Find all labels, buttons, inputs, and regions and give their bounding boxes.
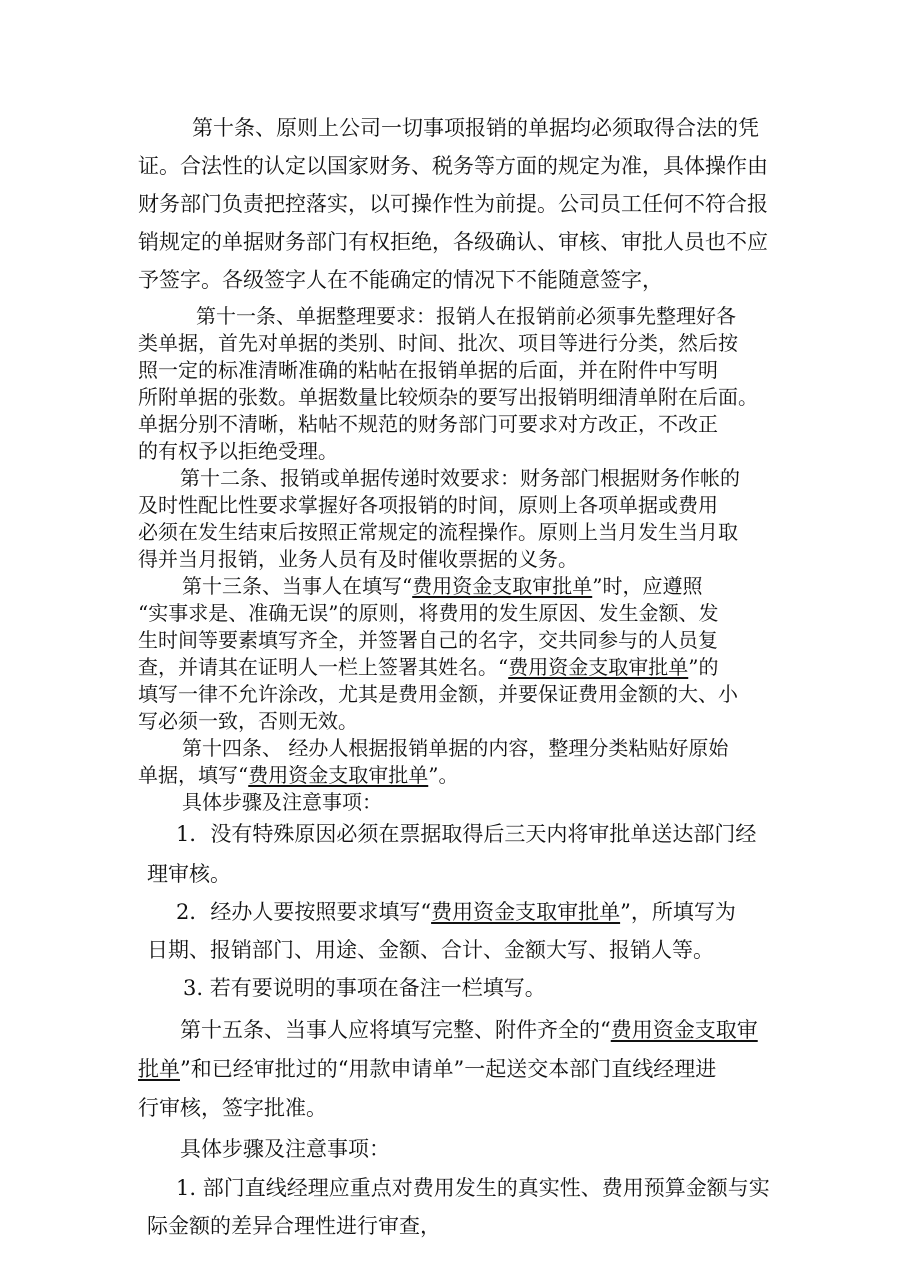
- article-14-text: 单据，填写“: [138, 763, 249, 787]
- article-14-steps-heading: 具体步骤及注意事项：: [182, 790, 382, 814]
- article-14-step-2-line-1: [176, 900, 736, 925]
- article-15-text: 第十五条、当事人应将填写完整、附件齐全的“: [180, 1018, 611, 1042]
- article-11-line-2: 类单据，首先对单据的类别、时间、批次、项目等进行分类，然后按: [138, 331, 738, 355]
- article-10-line-4: 销规定的单据财务部门有权拒绝，各级确认、审核、审批人员也不应: [138, 230, 768, 254]
- article-13-text: 查，并请其在证明人一栏上签署其姓名。“: [138, 655, 509, 679]
- article-14-text: 2．经办人要按照要求填写“: [176, 900, 432, 924]
- article-13-line-1: [182, 574, 702, 598]
- article-14-line-2: [138, 763, 458, 787]
- article-10-line-3: 财务部门负责把控落实，以可操作性为前提。公司员工任何不符合报: [138, 192, 768, 216]
- article-14-step-3: 3. 若有要说明的事项在备注一栏填写。: [183, 976, 546, 1000]
- article-13-line-3: 生时间等要素填写齐全，并签署自己的名字，交共同参与的人员复: [138, 628, 718, 652]
- article-15-line-3: 行审核，签字批准。: [138, 1096, 327, 1120]
- article-14-line-1: 第十四条、 经办人根据报销单据的内容，整理分类粘贴好原始: [182, 736, 729, 760]
- article-12-line-1: 第十二条、报销或单据传递时效要求：财务部门根据财务作帐的: [180, 466, 740, 490]
- article-10-line-1: 第十条、原则上公司一切事项报销的单据均必须取得合法的凭: [192, 116, 759, 140]
- article-13-text: ”时，应遵照: [592, 574, 703, 598]
- article-15-text: ”和已经审批过的“用款申请单”一起送交本部门直线经理进: [180, 1057, 717, 1081]
- article-14-text: ”，所填写为: [620, 900, 736, 924]
- article-15-step-1-line-2: 际金额的差异合理性进行审查，: [147, 1214, 441, 1238]
- article-13-line-5: 填写一律不允许涂改，尤其是费用金额，并要保证费用金额的大、小: [138, 682, 738, 706]
- article-13-text: ”的: [688, 655, 719, 679]
- article-14-text: ”。: [428, 763, 459, 787]
- article-13-line-4: [138, 655, 718, 679]
- article-12-line-3: 必须在发生结束后按照正常规定的流程操作。原则上当月发生当月取: [138, 520, 738, 544]
- article-15-step-1-line-1: 1. 部门直线经理应重点对费用发生的真实性、费用预算金额与实: [176, 1176, 770, 1200]
- article-10-line-5: 予签字。各级签字人在不能确定的情况下不能随意签字，: [138, 268, 663, 292]
- form-name-reference: 费用资金支取审批单: [508, 655, 689, 679]
- article-11-line-4: 所附单据的张数。单据数量比较烦杂的要写出报销明细清单附在后面。: [138, 385, 758, 409]
- form-name-reference: 批单: [138, 1057, 180, 1081]
- article-11-line-3: 照一定的标准清晰准确的粘帖在报销单据的后面，并在附件中写明: [138, 358, 718, 382]
- article-11-line-5: 单据分别不清晰，粘帖不规范的财务部门可要求对方改正，不改正: [138, 412, 718, 436]
- article-14-step-1-line-2: 理审核。: [147, 862, 231, 886]
- form-name-reference: 费用资金支取审批单: [248, 763, 429, 787]
- form-name-reference: 费用资金支取审批单: [431, 900, 621, 924]
- article-11-line-6: 的有权予以拒绝受理。: [138, 439, 338, 463]
- article-10-line-2: 证。合法性的认定以国家财务、税务等方面的规定为准，具体操作由: [138, 154, 768, 178]
- article-13-text: 第十三条、当事人在填写“: [182, 574, 413, 598]
- article-13-line-6: 写必须一致，否则无效。: [138, 709, 358, 733]
- article-15-line-2: [138, 1057, 716, 1082]
- article-13-line-2: “实事求是、准确无误”的原则，将费用的发生原因、发生金额、发: [138, 601, 719, 625]
- form-name-reference: 费用资金支取审批单: [412, 574, 593, 598]
- form-name-reference: 费用资金支取审: [610, 1018, 758, 1042]
- article-11-line-1: 第十一条、单据整理要求：报销人在报销前必须事先整理好各: [196, 304, 736, 328]
- article-12-line-2: 及时性配比性要求掌握好各项报销的时间，原则上各项单据或费用: [138, 493, 718, 517]
- article-15-steps-heading: 具体步骤及注意事项：: [180, 1137, 390, 1161]
- article-12-line-4: 得并当月报销，业务人员有及时催收票据的义务。: [138, 547, 578, 571]
- article-14-step-1-line-1: 1．没有特殊原因必须在票据取得后三天内将审批单送达部门经: [176, 822, 757, 846]
- article-14-step-2-line-2: 日期、报销部门、用途、金额、合计、金额大写、报销人等。: [147, 938, 714, 962]
- article-15-line-1: [180, 1018, 758, 1043]
